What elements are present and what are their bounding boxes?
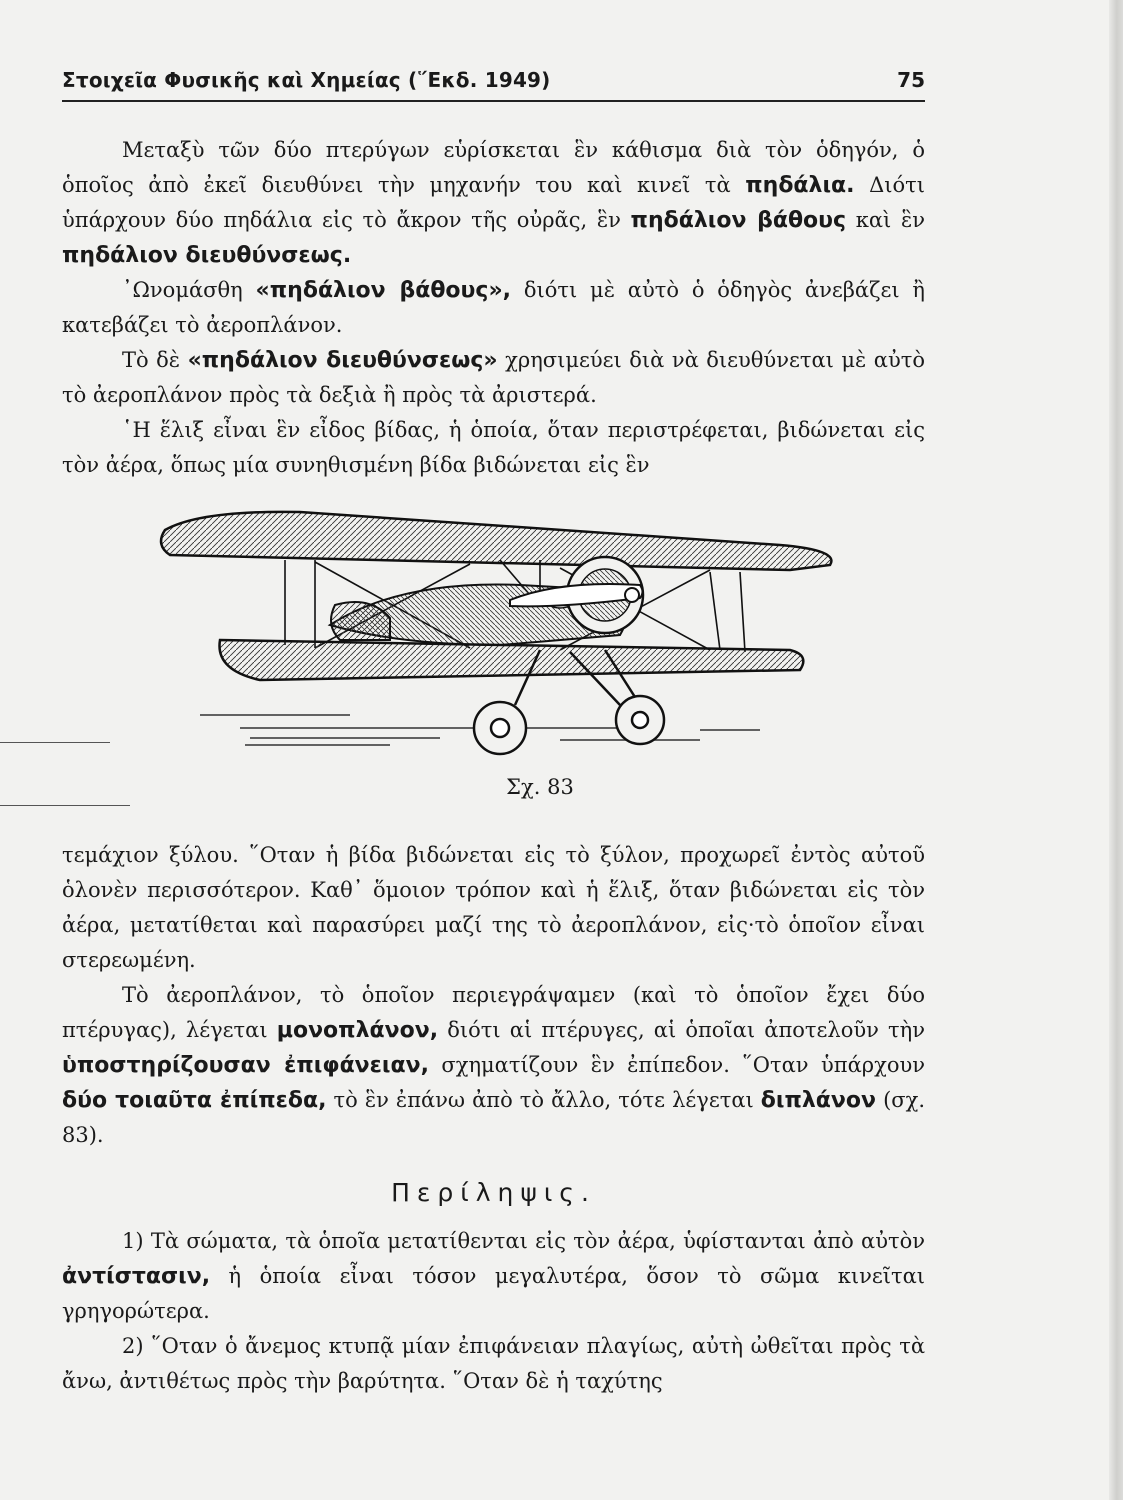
- text-run: ῾Η ἕλιξ εἶναι ἓν εἶδος βίδας, ἡ ὁποία, ὅταν περιστρέφεται, βιδώνεται εἰς τὸν ἀέρα, ὅπως μία συνηθισμένη βίδα βιδώνεται εἰς ἓν: [62, 418, 925, 477]
- text-run: 1) Τὰ σώματα, τὰ ὁποῖα μετατίθενται εἰς τὸν ἀέρα, ὑφίστανται ἀπὸ αὐτὸν: [122, 1229, 925, 1253]
- paragraph: [62, 978, 925, 1153]
- book-title: Στοιχεῖα Φυσικῆς καὶ Χημείας (῞Εκδ. 1949): [62, 68, 551, 92]
- text-run: τεμάχιον ξύλου. ῞Οταν ἡ βίδα βιδώνεται εἰς τὸ ξύλον, προχωρεῖ ἐντὸς αὐτοῦ ὁλονὲν περισσότερον. Καθ᾿ ὅμοιον τρόπον καὶ ἡ ἕλιξ, ὅταν βιδώνεται εἰς τὸν ἀέρα, μετατίθεται καὶ παρασύρει μαζί της τὸ ἀεροπλάνον, εἰς·τὸ ὁποῖον εἶναι στερεωμένη.: [62, 843, 925, 972]
- body-text-bottom: [62, 838, 925, 1153]
- margin-mark: [0, 742, 110, 743]
- paragraph: [62, 343, 925, 413]
- bold-term: πηδάλιον βάθους: [630, 208, 847, 233]
- running-header: [62, 62, 925, 102]
- paragraph: [62, 838, 925, 978]
- paragraph: [62, 413, 925, 483]
- bold-term: «πηδάλιον βάθους»,: [255, 278, 512, 303]
- text-run: Μεταξὺ τῶν δύο πτερύγων εὑρίσκεται ἓν κάθισμα διὰ τὸν ὁδηγόν, ὁ ὁποῖος ἀπὸ ἐκεῖ διευθύνει τὴν μηχανήν του καὶ κινεῖ τὰ: [62, 138, 925, 197]
- bold-term: ἀντίστασιν,: [62, 1264, 211, 1289]
- text-run: ᾿Ωνομάσθη: [122, 278, 256, 302]
- text-run: Διότι ὑπάρχουν δύο πηδάλια εἰς τὸ ἄκρον τῆς οὐρᾶς, ἓν: [62, 173, 925, 232]
- text-run: τὸ ἓν ἐπάνω ἀπὸ τὸ ἄλλο, τότε λέγεται: [326, 1088, 761, 1112]
- bold-term: ὑποστηρίζουσαν ἐπιφάνειαν,: [62, 1053, 429, 1078]
- paragraph: [62, 273, 925, 343]
- margin-mark: [0, 805, 130, 806]
- figure-caption: Σχ. 83: [506, 775, 574, 799]
- text-run: (σχ. 83).: [62, 1088, 925, 1147]
- bold-term: πηδάλιον διευθύνσεως.: [62, 243, 352, 268]
- text-run: χρησιμεύει διὰ νὰ διευθύνεται μὲ αὐτὸ τὸ ἀεροπλάνον πρὸς τὰ δεξιὰ ἢ πρὸς τὰ ἀριστερά.: [62, 348, 925, 407]
- text-run: διότι μὲ αὐτὸ ὁ ὁδηγὸς ἀνεβάζει ἢ κατεβάζει τὸ ἀεροπλάνον.: [62, 278, 925, 337]
- bold-term: δύο τοιαῦτα ἐπίπεδα,: [62, 1088, 327, 1113]
- paragraph: [62, 1224, 925, 1329]
- bold-term: πηδάλια.: [745, 173, 855, 198]
- text-run: σχηματίζουν ἓν ἐπίπεδον. ῞Οταν ὑπάρχουν: [428, 1053, 925, 1077]
- body-text-top: [62, 133, 925, 483]
- paragraph: [62, 133, 925, 273]
- text-run: διότι αἱ πτέρυγες, αἱ ὁποῖαι ἀποτελοῦν τὴν: [438, 1018, 925, 1042]
- bold-term: μονοπλάνον,: [276, 1018, 439, 1043]
- bold-term: διπλάνον: [760, 1088, 877, 1113]
- upper-wing: [161, 512, 831, 570]
- summary-heading: Περίληψις.: [391, 1178, 596, 1207]
- text-run: ἡ ὁποία εἶναι τόσον μεγαλυτέρα, ὅσον τὸ σῶμα κινεῖται γρηγορώτερα.: [62, 1264, 925, 1323]
- text-run: 2) ῞Οταν ὁ ἄνεμος κτυπᾷ μίαν ἐπιφάνειαν πλαγίως, αὐτὴ ὠθεῖται πρὸς τὰ ἄνω, ἀντιθέτως πρὸς τὴν βαρύτητα. ῞Οταν δὲ ἡ ταχύτης: [62, 1334, 925, 1393]
- text-run: καὶ ἓν: [846, 208, 925, 232]
- paragraph: [62, 1329, 925, 1399]
- lower-wing: [220, 640, 804, 680]
- page-edge: [1109, 0, 1123, 1500]
- text-run: Τὸ ἀεροπλάνον, τὸ ὁποῖον περιεγράψαμεν (καὶ τὸ ὁποῖον ἔχει δύο πτέρυγας), λέγεται: [62, 983, 925, 1042]
- summary-text: [62, 1224, 925, 1399]
- bold-term: «πηδάλιον διευθύνσεως»: [187, 348, 498, 373]
- page-number: 75: [897, 68, 925, 92]
- biplane-illustration: [140, 500, 940, 780]
- text-run: Τὸ δὲ: [122, 348, 188, 372]
